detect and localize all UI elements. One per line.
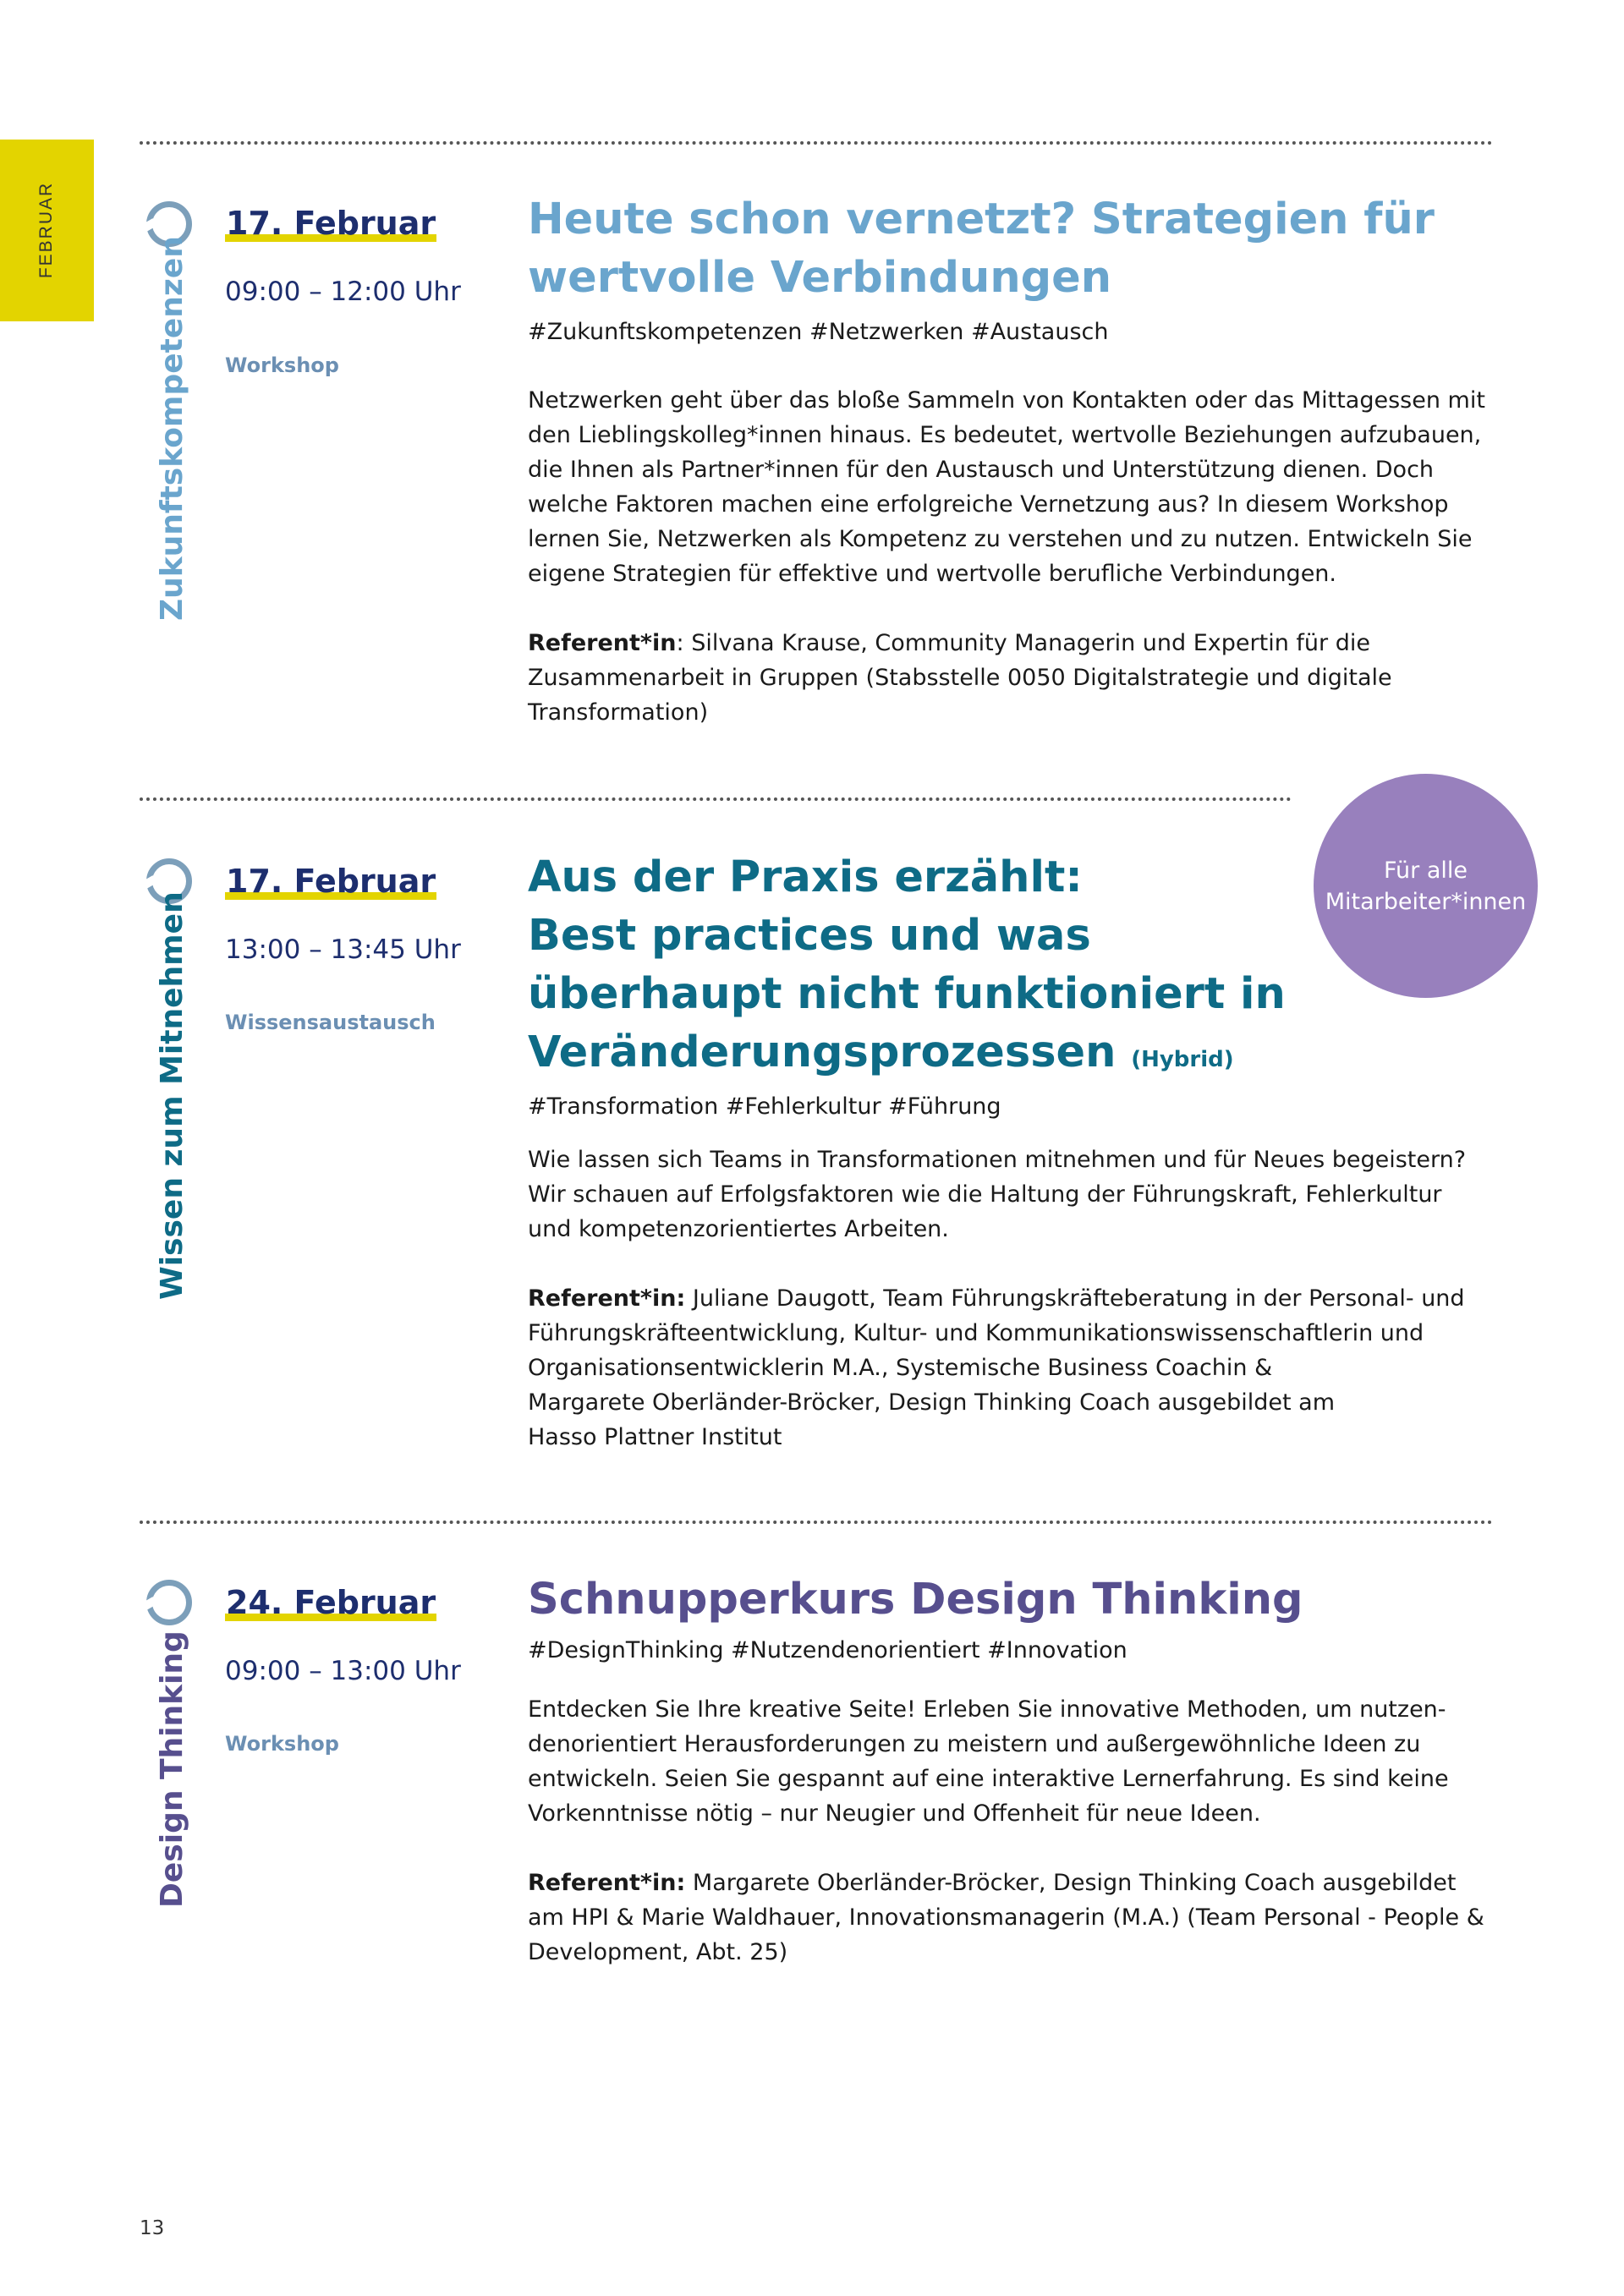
- event-tags: #Zukunftskompetenzen #Netzwerken #Austausch: [528, 319, 1109, 345]
- separator: [140, 797, 1292, 801]
- badge-line: Für alle: [1383, 857, 1468, 884]
- event-date: 24. Februar: [226, 1584, 436, 1621]
- page-number: 13: [140, 2217, 165, 2239]
- event-type: Workshop: [225, 1732, 339, 1756]
- event-title: [528, 190, 1435, 307]
- month-tab-label: FEBRUAR: [36, 181, 56, 279]
- category-label: Zukunftskompetenzen: [155, 236, 189, 621]
- category-label: Wissen zum Mitnehmen: [155, 891, 189, 1300]
- event-referent: Referent*in: Margarete Oberländer-Bröcker, Design Thinking Coach ausgebildet am HPI & Marie Waldhauer, Innovationsmanagerin (M.A.) (Team Personal - People & Development, Abt. 25): [528, 1870, 1484, 1965]
- event-tags: #Transformation #Fehlerkultur #Führung: [528, 1093, 1001, 1120]
- referent-label: Referent*in: [528, 630, 677, 656]
- event-description: Entdecken Sie Ihre kreative Seite! Erleben Sie innovative Methoden, um nutzen- denorientiert Herausforderungen zu meistern und außergewöhnliche Ideen zu entwickeln. Seien Sie gespannt auf eine interaktive Lernerfahrung. Es sind keine Vorkenntnisse nötig – nur Neugier und Offenheit für neue Ideen.: [528, 1696, 1449, 1827]
- event-time: 09:00 – 13:00 Uhr: [225, 1656, 461, 1686]
- event-title: [528, 1570, 1303, 1629]
- event-title-line: Heute schon vernetzt? Strategien für: [528, 195, 1435, 244]
- circle-ring-icon: [146, 1580, 192, 1625]
- hybrid-label: (Hybrid): [1131, 1047, 1234, 1072]
- audience-badge: [1314, 774, 1538, 998]
- event-title-line: wertvolle Verbindungen: [528, 253, 1112, 303]
- event-type: Workshop: [225, 353, 339, 377]
- separator: [140, 1521, 1493, 1524]
- category-label: Design Thinking: [155, 1630, 189, 1908]
- event-time: 09:00 – 12:00 Uhr: [225, 277, 461, 307]
- event-referent: Referent*in: Juliane Daugott, Team Führungskräfteberatung in der Personal- und Führungskräfteentwicklung, Kultur- und Kommunikationswissenschaftlerin und Organisationsentwicklerin M.A., Systemische Business Coachin & Margarete Oberländer-Bröcker, Design Thinking Coach ausgebildet am Hasso Plattner Institut: [528, 1285, 1465, 1450]
- referent-label: Referent*in:: [528, 1870, 686, 1896]
- event-title-line: Aus der Praxis erzählt:: [528, 852, 1083, 902]
- event-description: Netzwerken geht über das bloße Sammeln von Kontakten oder das Mittagessen mit den Lieblingskolleg*innen hinaus. Es bedeutet, wertvolle Beziehungen aufzubauen, die Ihnen als Partner*innen für den Austausch und Unterstützung dienen. Doch welche Faktoren machen eine erfolgreiche Vernetzung aus? In diesem Workshop lernen Sie, Netzwerken als Kompetenz zu verstehen und zu nutzen. Entwickeln Sie eigene Strategien für effektive und wertvolle berufliche Verbindungen.: [528, 387, 1485, 587]
- event-description: Wie lassen sich Teams in Transformationen mitnehmen und für Neues begeistern? Wir schauen auf Erfolgsfaktoren wie die Haltung der Führungskraft, Fehlerkultur und kompetenzorientiertes Arbeiten.: [528, 1147, 1467, 1242]
- event-title-line: überhaupt nicht funktioniert in: [528, 969, 1286, 1019]
- event-title-line: Schnupperkurs Design Thinking: [528, 1575, 1303, 1625]
- event-type: Wissensaustausch: [225, 1011, 436, 1034]
- event-tags: #DesignThinking #Nutzendenorientiert #Innovation: [528, 1637, 1127, 1663]
- event-date: 17. Februar: [226, 205, 436, 242]
- month-tab: [0, 140, 94, 321]
- event-title-line: Veränderungsprozessen: [528, 1027, 1116, 1077]
- event-time: 13:00 – 13:45 Uhr: [225, 934, 461, 965]
- referent-label: Referent*in:: [528, 1285, 686, 1312]
- event-referent: Referent*in: Silvana Krause, Community Managerin und Expertin für die Zusammenarbeit in Gruppen (Stabsstelle 0050 Digitalstrategie und digitale Transformation): [528, 630, 1392, 726]
- event-date: 17. Februar: [226, 863, 436, 900]
- separator: [140, 141, 1493, 145]
- event-title: [528, 848, 1286, 1089]
- event-title-line: Best practices und was: [528, 911, 1091, 961]
- badge-line: Mitarbeiter*innen: [1325, 888, 1527, 915]
